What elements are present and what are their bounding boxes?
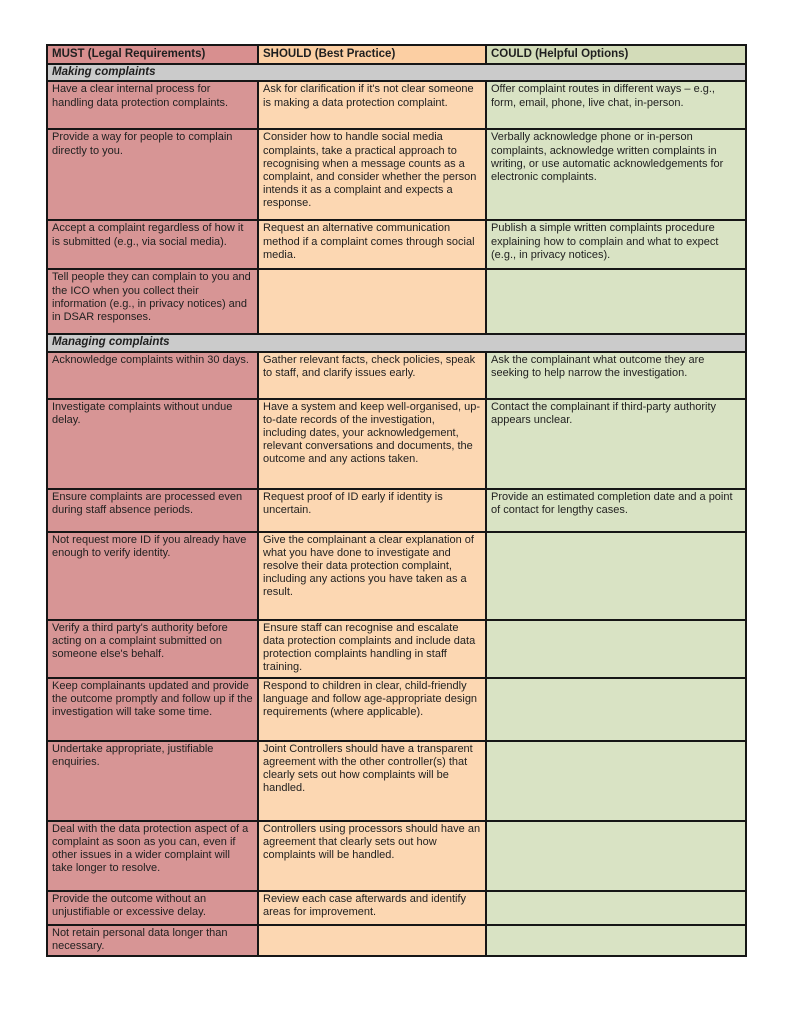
cell-should: Ask for clarification if it's not clear someone is making a data protection complaint. xyxy=(258,81,486,129)
table-row xyxy=(47,352,746,399)
cell-must: Accept a complaint regardless of how it is submitted (e.g., via social media). xyxy=(47,220,258,269)
cell-could xyxy=(486,891,746,925)
cell-must: Acknowledge complaints within 30 days. xyxy=(47,352,258,399)
cell-could xyxy=(486,741,746,821)
cell-could xyxy=(486,269,746,334)
cell-could xyxy=(486,821,746,891)
cell-could: Offer complaint routes in different ways – e.g., form, email, phone, live chat, in-person. xyxy=(486,81,746,129)
table-row xyxy=(47,220,746,269)
complaints-requirements-table xyxy=(46,44,747,957)
cell-must: Verify a third party's authority before acting on a complaint submitted on someone else's behalf. xyxy=(47,620,258,678)
cell-should: Consider how to handle social media complaints, take a practical approach to recognising when a message counts as a complaint, and consider whether the person intends it as a complaint and expects a response. xyxy=(258,129,486,220)
column-header-should: SHOULD (Best Practice) xyxy=(258,45,486,64)
cell-must: Deal with the data protection aspect of a complaint as soon as you can, even if other issues in a wider complaint will take longer to resolve. xyxy=(47,821,258,891)
cell-must: Tell people they can complain to you and the ICO when you collect their information (e.g., in privacy notices) and in DSAR responses. xyxy=(47,269,258,334)
table-row xyxy=(47,399,746,489)
cell-should: Request proof of ID early if identity is uncertain. xyxy=(258,489,486,532)
cell-must: Provide a way for people to complain directly to you. xyxy=(47,129,258,220)
cell-must: Undertake appropriate, justifiable enquiries. xyxy=(47,741,258,821)
cell-could: Contact the complainant if third-party authority appears unclear. xyxy=(486,399,746,489)
cell-should xyxy=(258,269,486,334)
table-row xyxy=(47,620,746,678)
column-header-must: MUST (Legal Requirements) xyxy=(47,45,258,64)
cell-must: Not retain personal data longer than necessary. xyxy=(47,925,258,956)
cell-could xyxy=(486,620,746,678)
table-row xyxy=(47,269,746,334)
table-row xyxy=(47,821,746,891)
cell-should xyxy=(258,925,486,956)
section-title: Managing complaints xyxy=(47,334,746,351)
cell-should: Controllers using processors should have an agreement that clearly sets out how complaints will be handled. xyxy=(258,821,486,891)
table-row xyxy=(47,925,746,956)
cell-could: Ask the complainant what outcome they are seeking to help narrow the investigation. xyxy=(486,352,746,399)
cell-could: Verbally acknowledge phone or in-person complaints, acknowledge written complaints in writing, or use automatic acknowledgements for electronic complaints. xyxy=(486,129,746,220)
column-header-could: COULD (Helpful Options) xyxy=(486,45,746,64)
cell-should: Request an alternative communication method if a complaint comes through social media. xyxy=(258,220,486,269)
cell-should: Review each case afterwards and identify areas for improvement. xyxy=(258,891,486,925)
section-title: Making complaints xyxy=(47,64,746,81)
cell-could xyxy=(486,678,746,741)
cell-should: Joint Controllers should have a transparent agreement with the other controller(s) that clearly sets out how complaints will be handled. xyxy=(258,741,486,821)
table-header-row xyxy=(47,45,746,64)
table-row xyxy=(47,891,746,925)
cell-must: Ensure complaints are processed even during staff absence periods. xyxy=(47,489,258,532)
table-row xyxy=(47,489,746,532)
cell-should: Gather relevant facts, check policies, speak to staff, and clarify issues early. xyxy=(258,352,486,399)
cell-could: Provide an estimated completion date and a point of contact for lengthy cases. xyxy=(486,489,746,532)
cell-could xyxy=(486,532,746,620)
cell-should: Respond to children in clear, child-friendly language and follow age-appropriate design requirements (where applicable). xyxy=(258,678,486,741)
cell-should: Ensure staff can recognise and escalate data protection complaints and include data protection complaints handling in staff training. xyxy=(258,620,486,678)
cell-must: Have a clear internal process for handling data protection complaints. xyxy=(47,81,258,129)
cell-could xyxy=(486,925,746,956)
cell-must: Not request more ID if you already have enough to verify identity. xyxy=(47,532,258,620)
cell-should: Have a system and keep well-organised, up-to-date records of the investigation, including dates, your acknowledgement, relevant conversations and documents, the outcome and any actions taken. xyxy=(258,399,486,489)
cell-could: Publish a simple written complaints procedure explaining how to complain and what to expect (e.g., in privacy notices). xyxy=(486,220,746,269)
table-row xyxy=(47,129,746,220)
cell-must: Keep complainants updated and provide the outcome promptly and follow up if the investigation will take some time. xyxy=(47,678,258,741)
cell-must: Investigate complaints without undue delay. xyxy=(47,399,258,489)
section-header-making-complaints xyxy=(47,64,746,81)
cell-should: Give the complainant a clear explanation of what you have done to investigate and resolve their data protection complaint, including any actions you have taken as a result. xyxy=(258,532,486,620)
cell-must: Provide the outcome without an unjustifiable or excessive delay. xyxy=(47,891,258,925)
section-header-managing-complaints xyxy=(47,334,746,351)
table-row xyxy=(47,532,746,620)
table-row xyxy=(47,81,746,129)
table-row xyxy=(47,741,746,821)
table-row xyxy=(47,678,746,741)
